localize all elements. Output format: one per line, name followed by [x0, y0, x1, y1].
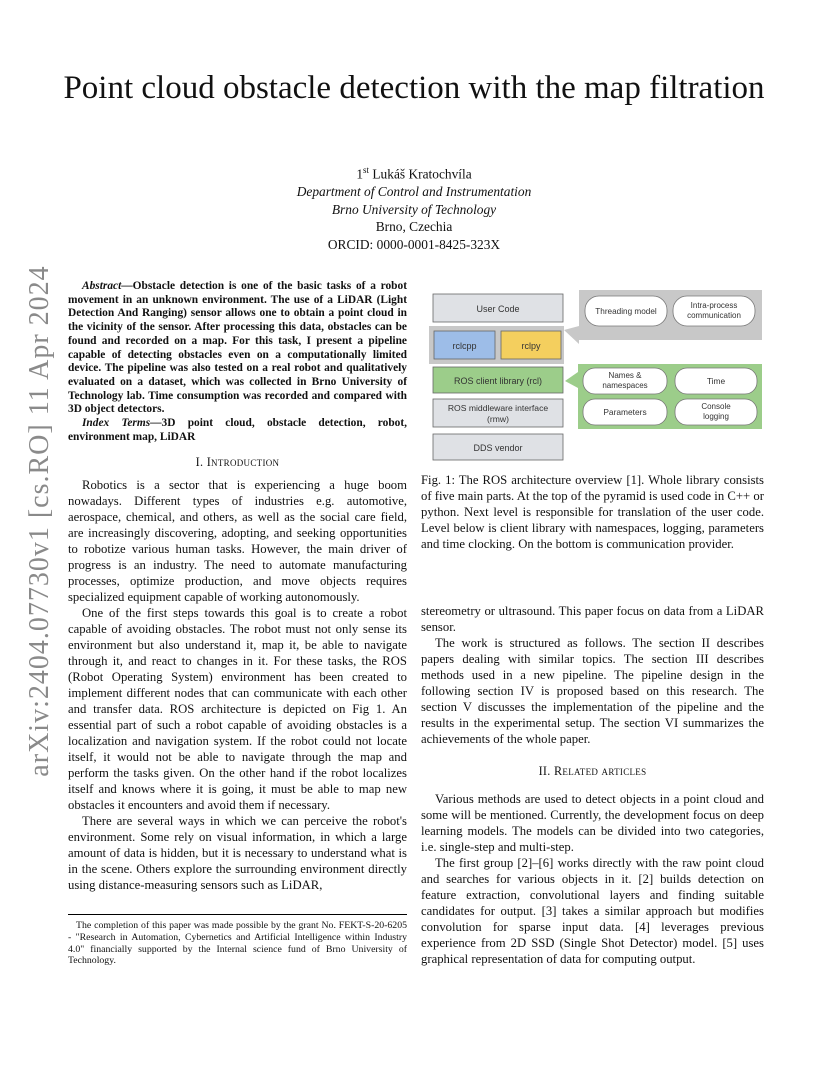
- related-paragraph-2: The first group [2]–[6] works directly with the raw point cloud and searches for various objects in it. [2] builds detection on feature extraction, convolutional layers and finding suitable candidates for output. [3] takes a similar approach but modifies convolution for sparse input data. [4] leverages previous experience from 2D SSD (Single Shot Detector) model. [5] uses graphical representation of data for computing output.: [421, 856, 764, 966]
- user-code-label: User Code: [476, 304, 520, 314]
- author-location: Brno, Czechia: [375, 219, 453, 235]
- section-heading-related: II. Related articles: [538, 764, 647, 778]
- figure-caption: Fig. 1: The ROS architecture overview [1]. Whole library consists of five main parts. At the top of the pyramid is used code in C++ or python. Next level is responsible for translation of the user code. Level below is client library with namespaces, logging, parameters and time clocking. On the bottom is communication provider.: [421, 473, 764, 551]
- intro-paragraph-3: There are several ways in which we can perceive the robot's environment. Some rely on visual information, in which a large amount of data is hidden, but it is necessary to understand what is in the scene. Others explore the surrounding environment directly using distance-measuring sensors such as LiDAR,: [68, 814, 407, 893]
- intro-paragraph-2: One of the first steps towards this goal is to create a robot capable of avoiding obstacles. The robot must not only sense its environment but also understand it, map it, be able to navigate through it, and react to changes in it. For these tasks, the ROS (Robot Operating System) environment has been created to implement different nodes that can communicate with each other and transfer data. ROS architecture is depicted on Fig 1. An essential part of such a robot capable of avoiding obstacles is a localization and navigation system. If the robot could not locate itself, it would not be able to navigate through the map and perform the tasks given. On the other hand if the robot localizes itself and knows where it is going, it must be able to map new obstacles it encounters and avoid them if necessary.: [68, 606, 407, 813]
- author-block: [214, 162, 614, 253]
- right-column-body: [421, 603, 764, 967]
- intra-process-label-1: Intra-process: [690, 301, 738, 310]
- rmw-label-2: (rmw): [487, 414, 509, 424]
- time-label: Time: [706, 376, 726, 386]
- rcl-label: ROS client library (rcl): [453, 376, 543, 386]
- author-department: Department of Control and Instrumentation: [296, 184, 532, 200]
- rclpy-label: rclpy: [521, 341, 541, 351]
- console-logging-label-2: logging: [703, 412, 729, 421]
- console-logging-label-1: Console: [701, 402, 731, 411]
- related-paragraph-1: Various methods are used to detect objects in a point cloud and some will be mentioned. Currently, the development focus on deep learning models. The models can be divided into two categories, i.e. single-step and multi-step.: [421, 792, 764, 854]
- intra-process-label-2: communication: [687, 311, 741, 320]
- dds-vendor-label: DDS vendor: [473, 443, 523, 453]
- author-university: Brno University of Technology: [331, 201, 497, 217]
- left-column: [68, 280, 407, 893]
- threading-model-label: Threading model: [595, 307, 657, 316]
- panel-pointer: [564, 326, 579, 344]
- names-label-2: namespaces: [602, 381, 648, 390]
- ros-architecture-diagram: [421, 286, 764, 464]
- footnote: The completion of this paper was made possible by the grant No. FEKT-S-20-6205 - "Research in Automation, Cybernetics and Artificial Intelligence within Industry 4.0" financially supported by the Internal science fund of Brno University of Technology.: [68, 920, 407, 967]
- green-pointer: [565, 372, 578, 388]
- arxiv-side-identifier: arXiv:2404.07730v1 [cs.RO] 11 Apr 2024: [24, 265, 55, 777]
- rmw-label-1: ROS middleware interface: [447, 403, 549, 413]
- index-terms: Index Terms—3D point cloud, obstacle detection, robot, environment map, LiDAR: [68, 417, 407, 443]
- paper-title: Point cloud obstacle detection with the map filtration: [63, 70, 765, 106]
- right-paragraph-1: stereometry or ultrasound. This paper focus on data from a LiDAR sensor.: [421, 604, 764, 634]
- ros-architecture-figure: [421, 286, 764, 464]
- names-label-1: Names &: [608, 371, 642, 380]
- author-name: 1st Lukáš Kratochvíla: [356, 165, 472, 182]
- right-paragraph-2: The work is structured as follows. The section II describes papers dealing with similar topics. The section III describes methods used in a new pipeline. The pipeline design in the following section IV is proposed based on this research. The section V discusses the implementation of the pipeline and the results in the experimental setup. The section VI summarizes the achievements of the whole paper.: [421, 636, 764, 746]
- footnote-rule: [68, 914, 407, 915]
- section-heading-introduction: I. Introduction: [195, 455, 280, 470]
- abstract: Abstract—Obstacle detection is one of the basic tasks of a robot movement in an unknown environment. The use of a LiDAR (Light Detection And Ranging) sensor allows one to obtain a point cloud in the vicinity of the sensor. After processing this data, obstacles can be found and recorded on a map. For this task, I present a pipeline capable of detecting obstacles even on a computationally limited device. The pipeline was also tested on a real robot and qualitatively evaluated on a dataset, which was collected in Brno University of Technology lab. Time consumption was recorded and compared with 3D object detectors.: [68, 280, 407, 416]
- rclcpp-label: rclcpp: [452, 341, 477, 351]
- intro-paragraph-1: Robotics is a sector that is experiencing a huge boom nowadays. Different types of industries e.g. automotive, aerospace, chemical, and others, as well as the social care field, are increasingly discovering, adopting, and seeking opportunities to robotize various human tasks. However, the main driver of progress is an industry. The need to automate manufacturing processes, optimize production, and move objects requires specialized equipment capable of working autonomously.: [68, 478, 407, 605]
- author-orcid: ORCID: 0000-0001-8425-323X: [327, 236, 501, 252]
- parameters-label: Parameters: [603, 407, 647, 417]
